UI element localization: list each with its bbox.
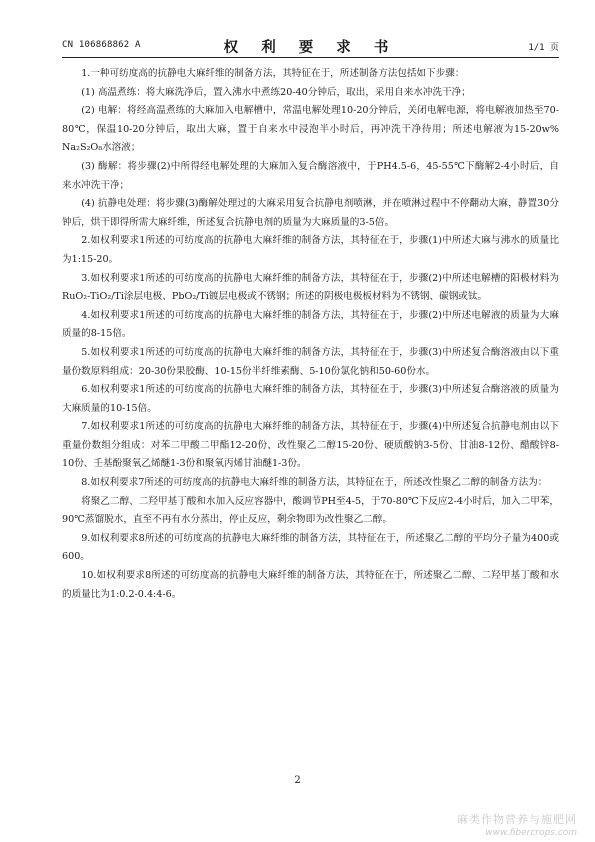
claim-9: 9.如权利要求8所述的可纺度高的抗静电大麻纤维的制备方法，其特征在于，所述聚乙二醇的平均分子量为400或600。 — [62, 532, 559, 563]
claim-6: 6.如权利要求1所述的可纺度高的抗静电大麻纤维的制备方法，其特征在于，步骤(3)中所述复合酶溶液的质量为大麻质量的10-15倍。 — [62, 384, 559, 414]
claim-1-step-2: (2) 电解：将经高温煮练的大麻加入电解槽中，常温电解处理10-20分钟后，关闭电解电源，将电解液加热至70-80℃，保温10-20分钟后，取出大麻，置于自来水中浸泡半小时后，再冲洗干净待用；所述电解液为15-20w% Na₂S₂O₈水溶液； — [62, 105, 559, 154]
claim-2: 2.如权利要求1所述的可纺度高的抗静电大麻纤维的制备方法，其特征在于，步骤(1)中所述大麻与沸水的质量比为1:15-20。 — [62, 235, 559, 265]
claim-3: 3.如权利要求1所述的可纺度高的抗静电大麻纤维的制备方法，其特征在于，步骤(2)中所述电解槽的阳极材料为RuO₂-TiO₂/Ti涂层电极、PbO₂/Ti镀层电极或不锈钢；所述的阴极电极板材料为不锈钢、碳钢或钛。 — [62, 272, 559, 303]
claim-8-method: 将聚乙二醇、二羟甲基丁酸和水加入反应容器中，酸调节PH至4-5，于70-80℃下反应2-4小时后，加入二甲苯，90℃蒸馏脱水，直至不再有水分蒸出，停止反应，剩余物即为改性聚乙二醇。 — [62, 495, 559, 526]
claim-1-intro: 1.一种可纺度高的抗静电大麻纤维的制备方法，其特征在于，所述制备方法包括如下步骤： — [81, 68, 465, 79]
claim-1-step-1: (1) 高温煮练：将大麻洗净后，置入沸水中煮练20-40分钟后，取出，采用自来水冲洗干净； — [81, 86, 471, 98]
watermark-site-name: 麻类作物营养与施肥网 — [457, 813, 577, 826]
claim-1-step-4: (4) 抗静电处理：将步骤(3)酶解处理过的大麻采用复合抗静电剂喷淋，并在喷淋过程中不停翻动大麻，静置30分钟后，烘干即得所需大麻纤维，所述复合抗静电剂的质量为大麻质量的3-5倍。 — [62, 198, 559, 228]
page-number: 2 — [294, 775, 301, 786]
claim-4: 4.如权利要求1所述的可纺度高的抗静电大麻纤维的制备方法，其特征在于，步骤(2)中所述电解液的质量为大麻质量的8-15倍。 — [62, 309, 559, 340]
claim-1-step-3: (3) 酶解：将步骤(2)中所得经电解处理的大麻加入复合酶溶液中，于PH4.5-6，45-55℃下酶解2-4小时后，自来水冲洗干净； — [62, 160, 559, 191]
watermark — [457, 811, 577, 838]
claim-7: 7.如权利要求1所述的可纺度高的抗静电大麻纤维的制备方法，其特征在于，步骤(4)中所述复合抗静电剂由以下重量份数组分组成：对苯二甲酸二甲酯12-20份、改性聚乙二醇15-20份、硬质酸钠3-5份、甘油8-12份、醋酸锌8-10份、壬基酚聚氧乙烯醚1-3份和聚氧丙烯甘油醚1-3份。 — [62, 421, 559, 470]
page-header — [62, 36, 559, 56]
header-divider — [62, 57, 559, 58]
document-title: 权 利 要 求 书 — [223, 40, 398, 56]
claim-10: 10.如权利要求8所述的可纺度高的抗静电大麻纤维的制备方法，其特征在于，所述聚乙二醇、二羟甲基丁酸和水的质量比为1:0.2-0.4:4-6。 — [62, 570, 559, 600]
claim-5: 5.如权利要求1所述的可纺度高的抗静电大麻纤维的制备方法，其特征在于，步骤(3)中所述复合酶溶液由以下重量份数原料组成：20-30份果胶酶、10-15份半纤维素酶、5-10份氯化钠和50-60份水。 — [62, 346, 559, 377]
watermark-url: www.fibercrops.com — [485, 828, 577, 838]
document-number: CN 106868862 A — [62, 40, 141, 50]
claim-8: 8.如权利要求7所述的可纺度高的抗静电大麻纤维的制备方法，其特征在于，所述改性聚乙二醇的制备方法为： — [81, 477, 548, 489]
claims-body — [62, 65, 559, 604]
page-count-label: 1/1 页 — [528, 43, 559, 53]
